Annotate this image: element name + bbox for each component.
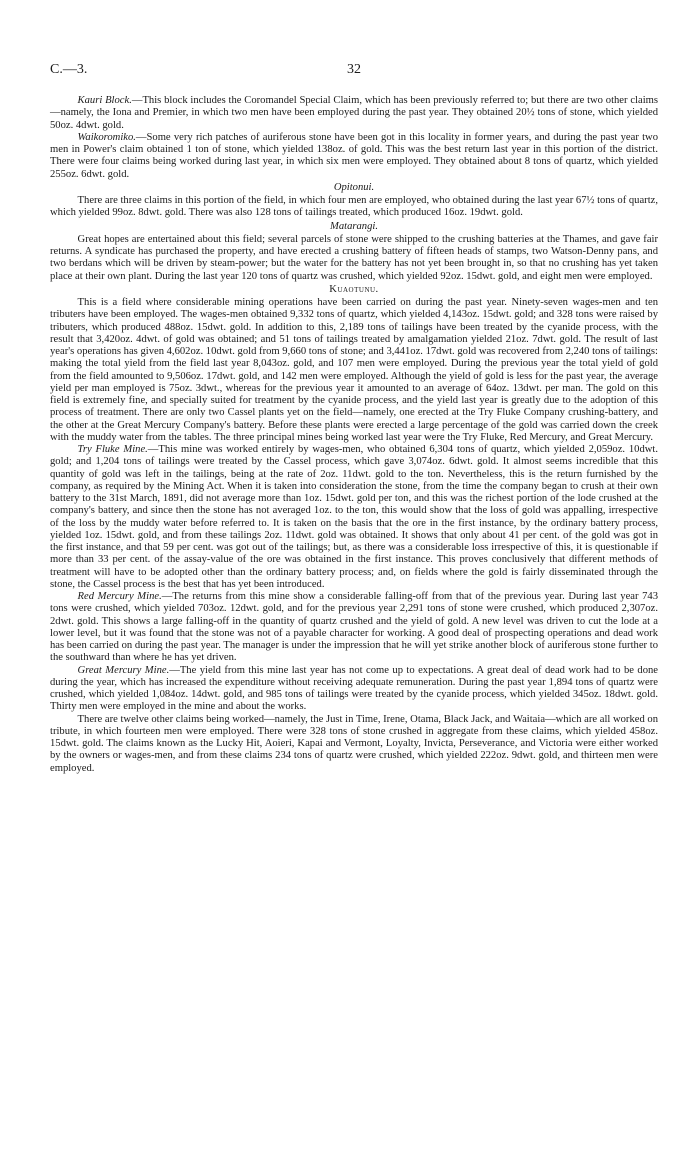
paragraph-kauri-block [50,95,658,132]
paragraph-matarangi: Great hopes are entertained about this field; several parcels of stone were shipped to the crushing batteries at the Thames, and gave fair returns. A syndicate has purchased the property, and have erected a crushing battery of fifteen heads of stamps, two Watson-Denny pans, and two berdans which will be driven by steam-power; but the water for the battery has not yet been brought in, so that no crushing has yet taken place at their own plant. During the last year 120 tons of quartz was crushed, which yielded 92oz. 15dwt. gold, and eight men were employed. [50,233,658,282]
paragraph-text: —This mine was worked entirely by wages-men, who obtained 6,304 tons of quartz, which yielded 2,059oz. 10dwt. gold; and 1,204 tons of tailings were treated by the Cassel process, which gave 3,074oz. 6dwt. gold. It almost seems incredible that this quantity of gold was left in the tailings, being at the rate of 2oz. 11dwt. gold to the ton. Nevertheless, this is the return furnished by the company, as required by the Mining Act. When it is taken into consideration the stone, from the time the company began to crush at their own battery to the 31st March, 1891, did not average more than 1oz. 15dwt. gold per ton, and this was the richest portion of the lode crushed at the company's battery, and since then the stone has not averaged 1oz. to the ton, this would show that the loss of gold was appalling, irrespective of the loss by the muddy water before referred to. It is taken on the basis that the ore in the first instance, by the ordinary battery process, yielded 1oz. 15dwt. gold, and from these tailings 2oz. 11dwt. gold was obtained. It shows that only about 41 per cent. of the gold was got in the first instance, and that 59 per cent. was got out of the tailings; but, as there was a considerable loss irrespective of this, it is questionable if more than 33 per cent. of the assay-value of the ore was obtained in the first instance. This proves conclusively that different methods of treatment will have to be adopted other than the ordinary battery process; and, on fields where the gold is fairly disseminated through the stone, the Cassel process is the best that has yet been introduced. [50,444,658,590]
paragraph-text: —The yield from this mine last year has not come up to expectations. A great deal of dead work had to be done during the year, which has increased the expenditure without receiving adequate remuneration. During the past year 1,894 tons of quartz were crushed, which yielded 1,084oz. 14dwt. gold, and 985 tons of tailings were treated by the cyanide process, which yielded 345oz. 18dwt. gold. Thirty men were employed in the mine and about the works. [50,664,658,713]
document-reference: C.—3. [50,62,88,77]
paragraph-kuaotunu: This is a field where considerable mining operations have been carried on during the past year. Ninety-seven wages-men and ten tributers have been employed. The wages-men obtained 9,332 tons of quartz, which yielded 4,143oz. 15dwt. gold; and 328 tons were raised by tributers, which produced 488oz. 15dwt. gold. In addition to this, 2,189 tons of tailings have been treated by the cyanide process, with the result that 3,420oz. 4dwt. of gold was obtained; and 51 tons of tailings treated by amalgamation yielded 21oz. 7dwt. gold. The result of last year's operations has given 4,602oz. 10dwt. gold from 9,660 tons of stone; and 3,441oz. 17dwt. gold was recovered from 2,240 tons of tailings: making the total yield from the field last year 8,043oz. gold, and 107 men were employed. During the previous year the total yield of gold from the field amounted to 9,506oz. 17dwt. gold, and 142 men were employed. Although the yield of gold is less for the past year, the average yield per man employed is 75oz. 3dwt., whereas for the previous year it amounted to an average of 64oz. 13dwt. per man. The gold on this field is extremely fine, and specially suited for treatment by the cyanide process, and the yield last year is greatly due to the adoption of this process of treatment. There are only two Cassel plants yet on the field—namely, one erected at the Try Fluke Company crushing-battery, and the other at the Great Mercury Company's battery. Before these plants were erected a large percentage of the gold was carried down the creek with the muddy water from the tables. The three principal mines being worked last year were the Try Fluke, Red Mercury, and Great Mercury. [50,297,659,443]
section-title-opitonui: Opitonui. [333,181,375,193]
page-header [50,62,658,78]
document-body [50,95,658,775]
section-title-matarangi: Matarangi. [330,220,378,232]
paragraph-waikoromiko [50,132,658,181]
page-number: 32 [347,62,361,77]
paragraph-red-mercury-mine [50,591,658,665]
paragraph-try-fluke-mine [50,444,658,591]
paragraph-heading: Waikoromiko. [77,131,136,143]
paragraph-heading: Kauri Block. [77,95,132,106]
paragraph-text: —Some very rich patches of auriferous stone have been got in this locality in former years, and during the past year two men in Power's claim obtained 1 ton of stone, which yielded 138oz. of gold. This was the best return last year in this portion of the district. There were four claims being worked during last year, in which six men were employed. They obtained about 8 tons of quartz, which yielded 255oz. 6dwt. gold. [50,131,658,180]
paragraph-text: —The returns from this mine show a considerable falling-off from that of the previous year. During last year 743 tons were crushed, which yielded 703oz. 12dwt. gold, and for the previous year 2,291 tons of stone were crushed, which produced 2,307oz. 2dwt. gold. This shows a large falling-off in the quantity of quartz crushed and the yield of gold. A new level was driven to cut the lode at a lower level, but it was found that the stone was not of a payable character for working. A good deal of prospecting operations and dead work has been carried on during the past year. The manager is under the impression that he will yet strike another block of auriferous stone further to the southward than where he has yet driven. [50,591,659,664]
paragraph-heading: Try Fluke Mine. [77,444,148,455]
paragraph-other-claims: There are twelve other claims being worked—namely, the Just in Time, Irene, Otama, Black Jack, and Waitaia—which are all worked on tribute, in which fourteen men were employed. There were 328 tons of stone crushed in aggregate from these claims, which yielded 458oz. 15dwt. gold. The claims known as the Lucky Hit, Aoieri, Kapai and Vermont, Loyalty, Invicta, Perseverance, and Victoria were either worked by the owners or wages-men, and from these claims 234 tons of quartz were crushed, which yielded 222oz. 9dwt. gold, and thirteen men were employed. [50,713,658,774]
paragraph-text: —This block includes the Coromandel Special Claim, which has been previously referred to; but there are two other claims—namely, the Iona and Premier, in which two men have been employed during the past year. They obtained 20½ tons of stone, which yielded 50oz. 4dwt. gold. [50,95,658,131]
paragraph-heading: Great Mercury Mine. [77,664,170,676]
paragraph-heading: Red Mercury Mine. [77,591,162,602]
paragraph-opitonui: There are three claims in this portion of the field, in which four men are employed, who obtained during the last year 67½ tons of quartz, which yielded 99oz. 8dwt. gold. There was also 128 tons of tailings treated, which produced 16oz. 19dwt. gold. [50,195,658,219]
section-title-kuaotunu: Kuaotunu. [329,283,379,295]
paragraph-great-mercury-mine [50,665,658,714]
